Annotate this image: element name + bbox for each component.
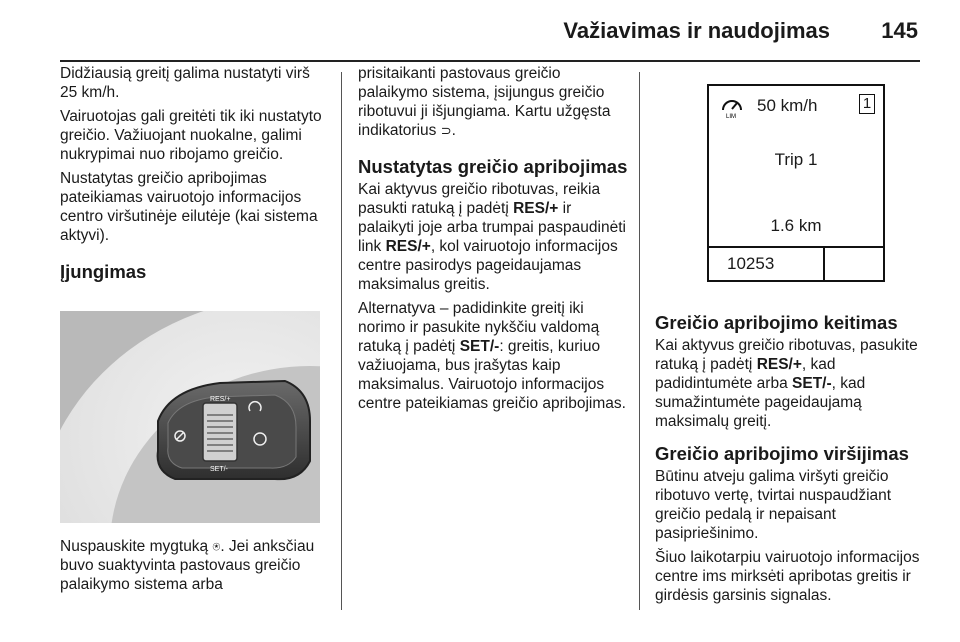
paragraph: Nuspauskite mygtuką ⍟. Jei anksčiau buvo suaktyvinta pastovaus greičio palaikymo sistema arba — [60, 538, 315, 593]
column-3 — [655, 306, 920, 610]
paragraph: Didžiausią greitį galima nustatyti virš 25 km/h. — [60, 65, 310, 101]
column-1-bottom — [60, 537, 328, 599]
section-heading: Greičio apribojimo viršijimas — [655, 443, 909, 464]
set-label: SET/- — [210, 466, 228, 473]
column-1 — [60, 64, 328, 301]
cruise-control-indicator-icon: ⊃ — [440, 123, 452, 138]
speed-limiter-icon: ⍟ — [212, 539, 221, 554]
display-bottom-row — [709, 246, 883, 282]
display-top-row — [709, 86, 883, 130]
steering-wheel-illustration — [60, 311, 320, 523]
driver-info-display-illustration — [669, 72, 920, 288]
paragraph: Vairuotojas gali greitėti tik iki nustatyto greičio. Važiuojant nuokalne, galimi nukrypimai nuo ribojamo greičio. — [60, 108, 322, 163]
section-title: Važiavimas ir naudojimas — [563, 18, 830, 43]
trip-label: Trip 1 — [774, 150, 818, 169]
header-divider — [60, 60, 920, 62]
paragraph: Kai aktyvus greičio ribotuvas, reikia pasukti ratuką į padėtį RES/+ ir palaikyti joje arba trumpai paspaudinėti link RES/+, kol vairuotojo informacijos centre pasirodys pageidaujamas maksimalus greitis. — [358, 181, 626, 293]
paragraph: prisitaikanti pastovaus greičio palaikymo sistema, įsijungus greičio ribotuvui ji išjungiama. Kartu užgęsta indikatorius ⊃. — [358, 65, 611, 139]
section-heading: Įjungimas — [60, 261, 147, 282]
odometer: 10253 — [727, 254, 775, 273]
res-label: RES/+ — [210, 396, 231, 403]
paragraph: Šiuo laikotarpiu vairuotojo informacijos centre ims mirksėti apribotas greitis ir girdėsis garsinis signalas. — [655, 549, 920, 604]
paragraph: Būtinu atveju galima viršyti greičio ribotuvo vertę, tvirtai nuspaudžiant greičio pedalą ir nepaisant pasipriešinimo. — [655, 468, 892, 542]
paragraph: Nustatytas greičio apribojimas pateikiamas vairuotojo informacijos centro viršutinėje eilutėje (kai sistema aktyvi). — [60, 170, 318, 244]
paragraph: Kai aktyvus greičio ribotuvas, pasukite ratuką į padėtį RES/+, kad padidintumėte arba SET/-, kad sumažintumėte pageidaujamą maksimalų greitį. — [655, 337, 918, 430]
page-number: 145 — [881, 18, 918, 43]
trip-distance: 1.6 km — [770, 216, 822, 235]
section-heading: Nustatytas greičio apribojimas — [358, 156, 628, 177]
gear-indicator: 1 — [859, 94, 875, 114]
paragraph: Alternatyva – padidinkite greitį iki norimo ir pasukite nykščiu valdomą ratuką į padėtį SET/-: greitis, kuriuo važiuojama, bus įrašytas kaip maksimalus. Vairuotojo informacijos centre pateikiamas greičio apribojimas. — [358, 300, 626, 412]
section-heading: Greičio apribojimo keitimas — [655, 312, 898, 333]
limit-speed: 50 km/h — [757, 96, 818, 115]
column-divider-2 — [639, 72, 640, 610]
column-divider-1 — [341, 72, 342, 610]
display-trip-area — [709, 130, 883, 246]
column-2 — [358, 64, 630, 418]
page-header — [60, 14, 920, 48]
speed-limiter-icon — [719, 94, 745, 120]
display-screen — [707, 84, 885, 282]
display-divider — [823, 248, 825, 282]
svg-text:LIM: LIM — [726, 114, 737, 120]
